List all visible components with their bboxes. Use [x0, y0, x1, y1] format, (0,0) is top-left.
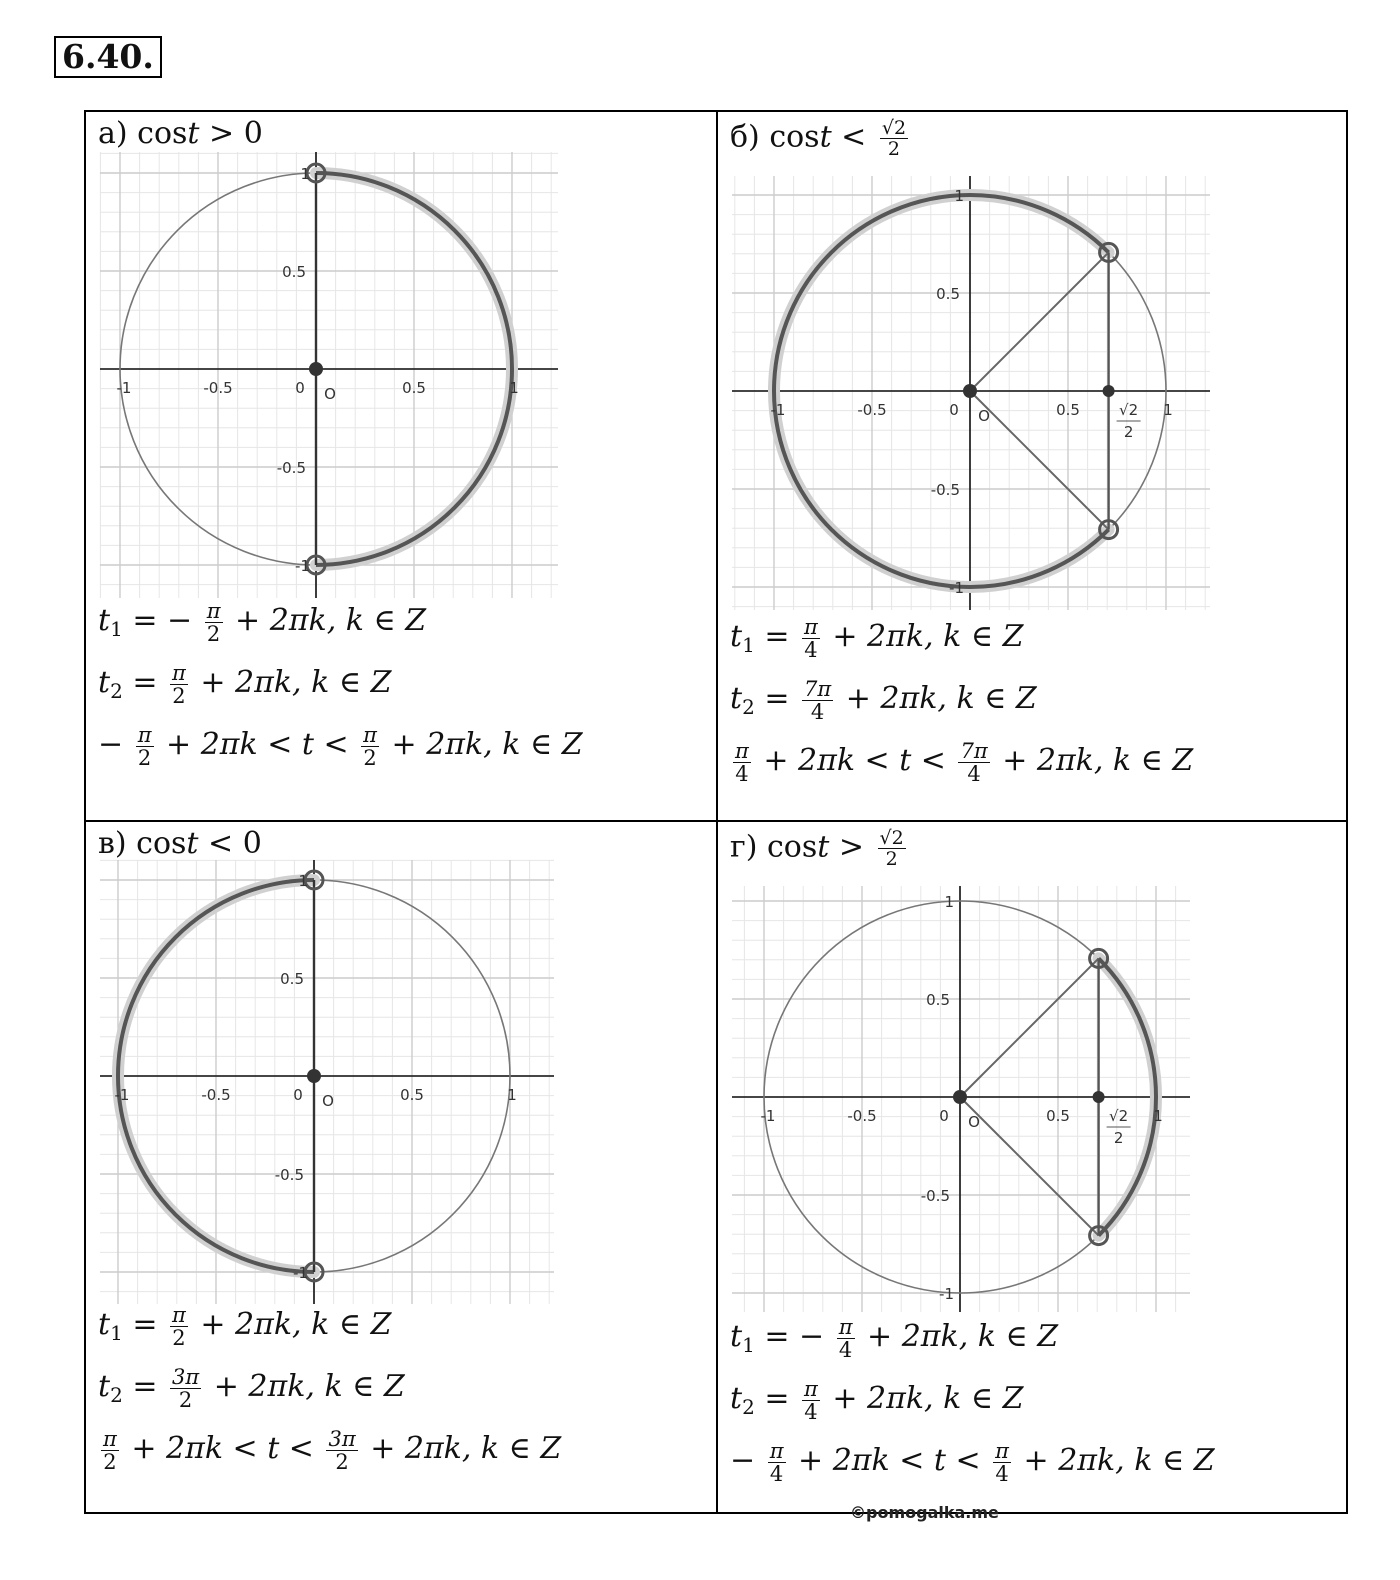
fraction-denominator: 2 — [206, 621, 221, 646]
solution-text: + 2πk, k ∈ Z — [857, 1319, 1059, 1354]
solution-line — [98, 1298, 561, 1360]
fraction — [958, 740, 989, 785]
solution-text: + 2πk, k ∈ Z — [190, 1307, 392, 1342]
solution-text: + 2πk < t < — [121, 1431, 324, 1466]
fraction-numerator: π — [735, 738, 749, 763]
x-tick-label: 1 — [1163, 401, 1173, 419]
origin-point — [307, 1069, 321, 1083]
origin-point — [953, 1090, 967, 1104]
inequality-heading — [98, 826, 262, 862]
solution-line — [98, 718, 583, 772]
fraction-denominator: 2 — [172, 683, 186, 708]
fraction — [993, 1440, 1011, 1485]
fraction-denominator: 4 — [804, 1399, 818, 1424]
fraction — [802, 616, 820, 661]
spacer — [755, 1381, 765, 1416]
y-tick-label: 1 — [954, 187, 964, 205]
spacer — [123, 1307, 133, 1342]
solution-text: + 2πk, k ∈ Z — [225, 603, 427, 638]
item-letter: в) — [98, 826, 137, 861]
solution-subscript: 2 — [110, 1383, 123, 1407]
fraction-numerator: 7π — [960, 738, 988, 763]
y-tick-label: 0.5 — [280, 970, 304, 988]
fraction-denominator: 2 — [887, 138, 900, 160]
x-tick-label: 0.5 — [1056, 401, 1080, 419]
solution-subscript: 1 — [110, 617, 123, 641]
cell-g — [716, 820, 1348, 1514]
solution-text: = − — [132, 603, 202, 638]
fraction-denominator: 4 — [995, 1461, 1009, 1486]
item-letter: а) — [98, 116, 138, 151]
y-tick-label: 1 — [300, 165, 310, 183]
solution-text: + 2πk, k ∈ Z — [822, 619, 1024, 654]
x-tick-label: -0.5 — [847, 1107, 877, 1125]
fraction-denominator: 4 — [735, 761, 749, 786]
fraction-denominator: 2 — [172, 1325, 186, 1350]
unit-circle-plot — [100, 152, 560, 600]
fraction-numerator: √2 — [879, 827, 904, 849]
relation-operator: < — [831, 119, 876, 155]
solution-line — [98, 1360, 561, 1422]
solution-subscript: 2 — [742, 1395, 755, 1419]
solution-subscript: 1 — [742, 1333, 755, 1357]
y-tick-label: 1 — [944, 893, 954, 911]
function-name: cos — [137, 116, 188, 151]
solution-text: + 2πk < t < — [788, 1443, 991, 1478]
y-tick-label: -1 — [939, 1285, 954, 1303]
spacer — [123, 603, 133, 638]
solution-text: − — [98, 727, 133, 762]
x-tick-label: 0 — [295, 379, 305, 397]
solution-text: + 2πk, k ∈ Z — [381, 727, 583, 762]
variable: t — [819, 119, 832, 155]
y-tick-label: -0.5 — [276, 459, 306, 477]
variable: t — [187, 116, 200, 151]
solution-text: + 2πk, k ∈ Z — [836, 681, 1037, 716]
fraction — [878, 828, 906, 869]
solution-text: = — [132, 1307, 168, 1342]
solution-variable: t — [98, 665, 111, 700]
x-tick-label: 0 — [949, 401, 959, 419]
fraction — [802, 1378, 820, 1423]
x-tick-label: -1 — [116, 379, 132, 397]
item-letter: г) — [730, 829, 767, 865]
y-tick-label: -0.5 — [920, 1187, 950, 1205]
cell-b — [716, 110, 1348, 820]
fraction-numerator: π — [804, 614, 818, 639]
solution-line — [98, 656, 583, 718]
variable: t — [817, 829, 830, 865]
fraction — [361, 724, 379, 769]
projection-point — [1093, 1091, 1105, 1103]
solution-line — [730, 672, 1193, 734]
solution-lines — [730, 1310, 1215, 1488]
inequality-heading — [730, 118, 908, 159]
y-tick-label: -1 — [295, 557, 310, 575]
y-tick-label: 1 — [298, 872, 308, 890]
sqrt2-tick-denominator: 2 — [1113, 1129, 1124, 1147]
y-tick-label: 0.5 — [282, 263, 306, 281]
fraction-numerator: π — [838, 1314, 853, 1339]
solution-line — [98, 594, 583, 656]
solution-text: + 2πk, k ∈ Z — [190, 665, 392, 700]
fraction — [205, 600, 223, 645]
fraction-denominator: 2 — [363, 745, 377, 770]
fraction — [170, 662, 188, 707]
solution-lines — [98, 1298, 561, 1476]
solution-lines — [98, 594, 583, 772]
origin-label: O — [978, 407, 990, 425]
y-tick-label: -0.5 — [274, 1166, 304, 1184]
fraction-denominator: 4 — [804, 637, 818, 662]
fraction-numerator: 7π — [804, 676, 832, 701]
spacer — [755, 681, 765, 716]
solution-text: = — [764, 681, 800, 716]
fraction — [326, 1428, 357, 1473]
solution-variable: t — [730, 619, 743, 654]
item-letter: б) — [730, 119, 770, 155]
solution-text: + 2πk, k ∈ Z — [992, 743, 1194, 778]
spacer — [123, 665, 133, 700]
origin-point — [963, 384, 977, 398]
solution-line — [730, 734, 1193, 788]
x-tick-label: -0.5 — [201, 1086, 231, 1104]
inequality-heading — [730, 828, 906, 869]
fraction — [170, 1366, 201, 1411]
solution-text: = — [764, 619, 800, 654]
solution-text: = — [132, 1369, 168, 1404]
relation-operator: < — [198, 826, 243, 861]
projection-point — [1103, 385, 1115, 397]
relation-operator: > — [829, 829, 874, 865]
y-tick-label: -1 — [949, 579, 964, 597]
unit-circle-plot — [732, 886, 1192, 1314]
solution-line — [730, 610, 1193, 672]
fraction-denominator: 2 — [137, 745, 152, 770]
unit-circle-plot — [100, 860, 560, 1306]
origin-label: O — [324, 385, 336, 403]
solution-text: = — [764, 1381, 800, 1416]
fraction-numerator: π — [172, 660, 186, 685]
fraction — [880, 118, 908, 159]
solution-line — [730, 1372, 1215, 1434]
fraction-numerator: π — [995, 1438, 1009, 1463]
solution-subscript: 2 — [742, 695, 755, 719]
solution-text: = − — [764, 1319, 834, 1354]
origin-label: O — [322, 1092, 334, 1110]
x-tick-label: 0.5 — [402, 379, 426, 397]
solution-subscript: 1 — [110, 1321, 123, 1345]
sqrt2-tick-numerator: √2 — [1119, 401, 1139, 419]
fraction-numerator: π — [172, 1302, 186, 1327]
fraction-denominator: 4 — [769, 1461, 784, 1486]
cell-v — [84, 820, 716, 1514]
solution-variable: t — [98, 1369, 111, 1404]
fraction-numerator: 3π — [172, 1364, 200, 1389]
solution-variable: t — [730, 1319, 743, 1354]
origin-point — [309, 362, 323, 376]
y-tick-label: 0.5 — [936, 285, 960, 303]
fraction-denominator: 2 — [885, 848, 898, 870]
y-tick-label: -0.5 — [930, 481, 960, 499]
spacer — [755, 619, 765, 654]
fraction-numerator: π — [137, 722, 152, 747]
fraction-numerator: π — [769, 1438, 784, 1463]
fraction — [837, 1316, 855, 1361]
origin-label: O — [968, 1113, 980, 1131]
solution-text: + 2πk, k ∈ Z — [204, 1369, 405, 1404]
x-tick-label: 0 — [293, 1086, 303, 1104]
solution-text: + 2πk, k ∈ Z — [1013, 1443, 1215, 1478]
x-tick-label: 0.5 — [400, 1086, 424, 1104]
fraction-numerator: π — [363, 722, 377, 747]
function-name: cos — [136, 826, 187, 861]
x-tick-label: -1 — [760, 1107, 776, 1125]
solution-text: + 2πk, k ∈ Z — [822, 1381, 1024, 1416]
fraction-numerator: π — [206, 598, 221, 623]
y-tick-label: -1 — [293, 1264, 308, 1282]
solution-subscript: 2 — [110, 679, 123, 703]
fraction-numerator: π — [804, 1376, 818, 1401]
solution-text: + 2πk, k ∈ Z — [360, 1431, 562, 1466]
fraction-denominator: 4 — [810, 699, 825, 724]
solution-subscript: 1 — [742, 633, 755, 657]
unit-circle-plot — [732, 176, 1212, 612]
fraction — [733, 740, 751, 785]
solution-lines — [730, 610, 1193, 788]
fraction-denominator: 4 — [967, 761, 981, 786]
solution-line — [98, 1422, 561, 1476]
x-tick-label: 1 — [507, 1086, 517, 1104]
problem-number: 6.40. — [54, 36, 162, 78]
solution-variable: t — [98, 1307, 111, 1342]
fraction — [768, 1440, 786, 1485]
function-name: cos — [766, 829, 818, 865]
relation-operator: > — [199, 116, 244, 151]
sqrt2-tick-numerator: √2 — [1109, 1107, 1129, 1125]
y-tick-label: 0.5 — [926, 991, 950, 1009]
solution-text: + 2πk < t < — [753, 743, 956, 778]
cell-a — [84, 110, 716, 820]
right-hand-side: 0 — [242, 826, 262, 861]
x-tick-label: -0.5 — [203, 379, 233, 397]
x-tick-label: -0.5 — [857, 401, 887, 419]
fraction-denominator: 2 — [178, 1387, 193, 1412]
solution-text: − — [730, 1443, 765, 1478]
solution-text: + 2πk < t < — [156, 727, 359, 762]
solution-line — [730, 1310, 1215, 1372]
fraction — [170, 1304, 188, 1349]
x-tick-label: -1 — [770, 401, 786, 419]
fraction-denominator: 2 — [335, 1449, 349, 1474]
solution-variable: t — [98, 603, 111, 638]
sqrt2-tick-denominator: 2 — [1123, 423, 1134, 441]
x-tick-label: 0.5 — [1046, 1107, 1070, 1125]
fraction-numerator: 3π — [328, 1426, 356, 1451]
solution-text: = — [132, 665, 168, 700]
x-tick-label: 1 — [509, 379, 519, 397]
fraction — [101, 1428, 119, 1473]
x-tick-label: -1 — [114, 1086, 130, 1104]
copyright-watermark: ©pomogalka.me — [850, 1503, 999, 1522]
spacer — [755, 1319, 765, 1354]
variable: t — [186, 826, 199, 861]
x-tick-label: 0 — [939, 1107, 949, 1125]
right-hand-side: 0 — [243, 116, 263, 151]
fraction — [136, 724, 154, 769]
fraction-numerator: π — [103, 1426, 117, 1451]
fraction-denominator: 4 — [838, 1337, 853, 1362]
x-tick-label: 1 — [1153, 1107, 1163, 1125]
function-name: cos — [769, 119, 820, 155]
fraction-numerator: √2 — [881, 117, 907, 139]
inequality-heading — [98, 116, 263, 152]
solution-variable: t — [730, 681, 743, 716]
fraction-denominator: 2 — [103, 1449, 117, 1474]
spacer — [123, 1369, 133, 1404]
solution-variable: t — [730, 1381, 743, 1416]
solution-line — [730, 1434, 1215, 1488]
fraction — [802, 678, 833, 723]
